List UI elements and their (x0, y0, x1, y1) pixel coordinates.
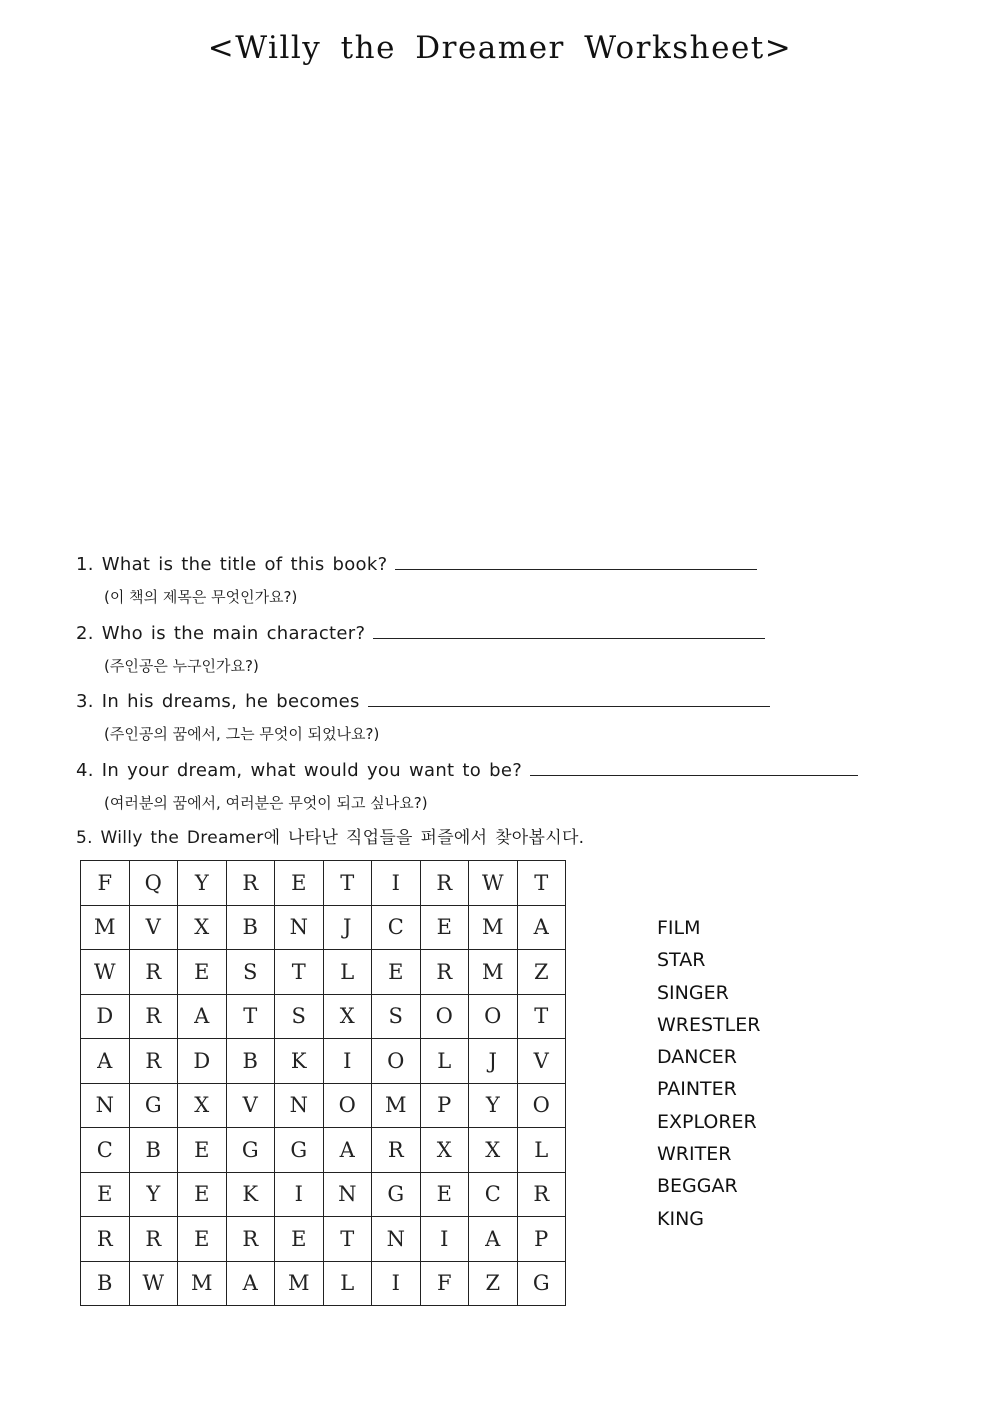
grid-cell[interactable]: E (178, 1172, 227, 1217)
word-list-item: STAR (657, 949, 706, 972)
grid-cell[interactable]: A (81, 1039, 130, 1084)
grid-cell[interactable]: C (469, 1172, 518, 1217)
grid-cell[interactable]: R (129, 1039, 178, 1084)
grid-cell[interactable]: W (129, 1261, 178, 1306)
grid-cell[interactable]: T (517, 994, 566, 1039)
grid-cell[interactable]: R (129, 994, 178, 1039)
grid-cell[interactable]: Y (469, 1083, 518, 1128)
grid-cell[interactable]: E (420, 1172, 469, 1217)
grid-cell[interactable]: A (323, 1128, 372, 1173)
grid-cell[interactable]: R (226, 861, 275, 906)
grid-cell[interactable]: Z (517, 950, 566, 995)
grid-cell[interactable]: D (81, 994, 130, 1039)
grid-cell[interactable]: M (178, 1261, 227, 1306)
question-2-subtext: (주인공은 누구인가요?) (104, 657, 259, 675)
grid-cell[interactable]: G (129, 1083, 178, 1128)
grid-cell[interactable]: A (469, 1217, 518, 1262)
question-3-text: 3. In his dreams, he becomes (76, 691, 360, 712)
grid-cell[interactable]: A (517, 905, 566, 950)
answer-line-4[interactable] (530, 755, 858, 776)
grid-cell[interactable]: T (517, 861, 566, 906)
grid-cell[interactable]: E (81, 1172, 130, 1217)
question-1 (76, 549, 757, 575)
grid-cell[interactable]: S (226, 950, 275, 995)
word-list-item: FILM (657, 917, 701, 939)
question-5 (76, 823, 584, 848)
worksheet-title: <Willy the Dreamer Worksheet> (207, 30, 793, 66)
grid-cell[interactable]: P (420, 1083, 469, 1128)
grid-cell[interactable]: B (226, 905, 275, 950)
grid-cell[interactable]: L (517, 1128, 566, 1173)
grid-cell[interactable]: D (178, 1039, 227, 1084)
grid-cell[interactable]: N (275, 1083, 324, 1128)
question-1-subtext: (이 책의 제목은 무엇인가요?) (104, 588, 298, 606)
grid-row (81, 1172, 566, 1217)
grid-cell[interactable]: L (323, 1261, 372, 1306)
grid-cell[interactable]: G (517, 1261, 566, 1306)
grid-cell[interactable]: E (420, 905, 469, 950)
grid-cell[interactable]: Y (178, 861, 227, 906)
grid-cell[interactable]: A (226, 1261, 275, 1306)
word-list-item: DANCER (657, 1046, 737, 1069)
grid-cell[interactable]: P (517, 1217, 566, 1262)
grid-cell[interactable]: E (372, 950, 421, 995)
word-list-item: WRITER (657, 1143, 732, 1166)
question-4 (76, 755, 858, 781)
question-4-subtext: (여러분의 꿈에서, 여러분은 무엇이 되고 싶나요?) (104, 794, 428, 812)
grid-cell[interactable]: M (275, 1261, 324, 1306)
grid-cell[interactable]: R (129, 950, 178, 995)
grid-row (81, 1217, 566, 1262)
grid-cell[interactable]: R (226, 1217, 275, 1262)
grid-row (81, 994, 566, 1039)
grid-cell[interactable]: F (81, 861, 130, 906)
grid-cell[interactable]: X (323, 994, 372, 1039)
grid-cell[interactable]: C (372, 905, 421, 950)
grid-cell[interactable]: N (275, 905, 324, 950)
grid-cell[interactable]: T (323, 861, 372, 906)
grid-row (81, 905, 566, 950)
answer-line-2[interactable] (373, 618, 765, 639)
grid-cell[interactable]: N (323, 1172, 372, 1217)
word-list-item: EXPLORER (657, 1110, 757, 1133)
grid-cell[interactable]: O (372, 1039, 421, 1084)
grid-cell[interactable]: E (275, 861, 324, 906)
grid-cell[interactable]: T (323, 1217, 372, 1262)
grid-cell[interactable]: C (81, 1128, 130, 1173)
grid-row (81, 1261, 566, 1306)
question-2-text: 2. Who is the main character? (76, 623, 366, 644)
grid-cell[interactable]: X (420, 1128, 469, 1173)
question-1-text: 1. What is the title of this book? (76, 554, 388, 575)
question-3-subtext: (주인공의 꿈에서, 그는 무엇이 되었나요?) (104, 725, 380, 743)
grid-cell[interactable]: G (226, 1128, 275, 1173)
grid-cell[interactable]: R (129, 1217, 178, 1262)
grid-cell[interactable]: M (469, 950, 518, 995)
grid-cell[interactable]: E (275, 1217, 324, 1262)
question-4-text: 4. In your dream, what would you want to be? (76, 760, 523, 781)
grid-cell[interactable]: I (323, 1039, 372, 1084)
grid-row (81, 950, 566, 995)
grid-cell[interactable]: Z (469, 1261, 518, 1306)
grid-cell[interactable]: I (372, 861, 421, 906)
grid-cell[interactable]: O (420, 994, 469, 1039)
grid-cell[interactable]: I (275, 1172, 324, 1217)
grid-row (81, 861, 566, 906)
grid-cell[interactable]: G (275, 1128, 324, 1173)
grid-cell[interactable]: K (275, 1039, 324, 1084)
word-list-item: SINGER (657, 981, 729, 1004)
grid-cell[interactable]: G (372, 1172, 421, 1217)
question-3 (76, 686, 770, 712)
grid-cell[interactable]: X (469, 1128, 518, 1173)
grid-cell[interactable]: O (469, 994, 518, 1039)
grid-cell[interactable]: M (372, 1083, 421, 1128)
grid-cell[interactable]: B (81, 1261, 130, 1306)
grid-cell[interactable]: Y (129, 1172, 178, 1217)
grid-cell[interactable]: M (469, 905, 518, 950)
word-search-grid (80, 860, 566, 1306)
grid-cell[interactable]: N (81, 1083, 130, 1128)
grid-cell[interactable]: E (178, 950, 227, 995)
grid-cell[interactable]: R (420, 861, 469, 906)
grid-cell[interactable]: V (517, 1039, 566, 1084)
grid-cell[interactable]: W (81, 950, 130, 995)
grid-cell[interactable]: F (420, 1261, 469, 1306)
grid-cell[interactable]: J (469, 1039, 518, 1084)
grid-cell[interactable]: J (323, 905, 372, 950)
grid-row (81, 1083, 566, 1128)
grid-cell[interactable]: X (178, 905, 227, 950)
word-list-item: WRESTLER (657, 1013, 761, 1036)
grid-cell[interactable]: R (517, 1172, 566, 1217)
grid-cell[interactable]: L (323, 950, 372, 995)
grid-cell[interactable]: S (275, 994, 324, 1039)
word-list-item: PAINTER (657, 1078, 737, 1101)
word-list-item: KING (657, 1207, 704, 1230)
grid-cell[interactable]: M (81, 905, 130, 950)
grid-cell[interactable]: E (178, 1128, 227, 1173)
grid-cell[interactable]: K (226, 1172, 275, 1217)
grid-row (81, 1128, 566, 1173)
grid-cell[interactable]: V (226, 1083, 275, 1128)
answer-line-3[interactable] (368, 686, 770, 707)
grid-cell[interactable]: N (372, 1217, 421, 1262)
answer-line-1[interactable] (395, 549, 757, 570)
grid-cell[interactable]: R (81, 1217, 130, 1262)
grid-cell[interactable]: E (178, 1217, 227, 1262)
word-list-item: BEGGAR (657, 1175, 738, 1198)
grid-cell[interactable]: Q (129, 861, 178, 906)
question-2 (76, 618, 765, 644)
grid-cell[interactable]: I (372, 1261, 421, 1306)
question-5-text: 5. Willy the Dreamer에 나타난 직업들을 퍼즐에서 찾아봅시다. (76, 828, 585, 848)
grid-cell[interactable]: R (420, 950, 469, 995)
grid-cell[interactable]: W (469, 861, 518, 906)
grid-cell[interactable]: O (323, 1083, 372, 1128)
grid-cell[interactable]: I (420, 1217, 469, 1262)
grid-cell[interactable]: B (129, 1128, 178, 1173)
grid-cell[interactable]: T (226, 994, 275, 1039)
grid-cell[interactable]: S (372, 994, 421, 1039)
grid-cell[interactable]: O (517, 1083, 566, 1128)
grid-cell[interactable]: B (226, 1039, 275, 1084)
grid-cell[interactable]: L (420, 1039, 469, 1084)
grid-row (81, 1039, 566, 1084)
grid-cell[interactable]: R (372, 1128, 421, 1173)
grid-cell[interactable]: X (178, 1083, 227, 1128)
grid-cell[interactable]: V (129, 905, 178, 950)
grid-cell[interactable]: A (178, 994, 227, 1039)
word-list (657, 914, 760, 1237)
grid-cell[interactable]: T (275, 950, 324, 995)
